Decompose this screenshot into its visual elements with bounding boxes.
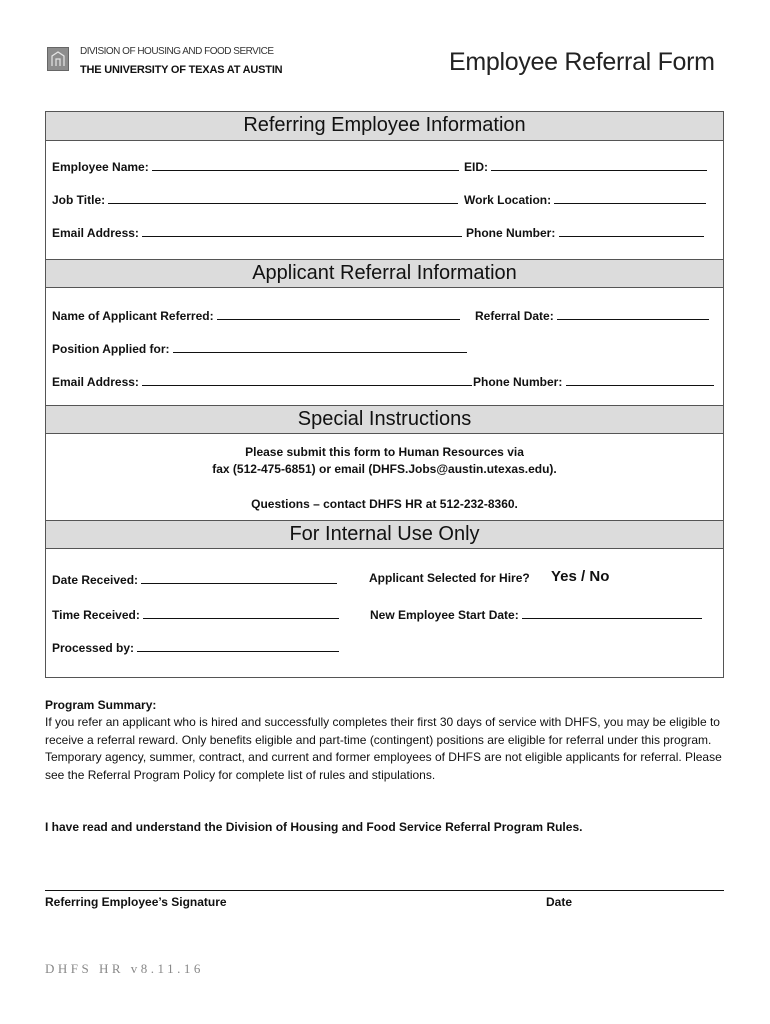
- program-summary-title: Program Summary:: [45, 698, 157, 712]
- start-date-label: New Employee Start Date:: [370, 608, 519, 622]
- date-received-line[interactable]: [141, 571, 337, 584]
- employee-name-field[interactable]: [52, 158, 459, 174]
- applicant-email-line[interactable]: [142, 373, 472, 386]
- referrer-email-line[interactable]: [142, 224, 462, 237]
- start-date-field[interactable]: [370, 606, 702, 622]
- signature-date-label: Date: [546, 895, 573, 909]
- program-summary-body: If you refer an applicant who is hired and successfully completes their first 30 days of service with DHFS, you may be eligible to receive a referral reward. Only benefits eligible and part-time (contingent) positions are eligible for referral under this program. Temporary agency, summer, contract, and current and former employees of DHFS are not eligible applicants for referral. Please see the Referral Program Policy for complete list of rules and stipulations.: [45, 715, 722, 782]
- start-date-line[interactable]: [522, 606, 702, 619]
- instructions-line-1: Please submit this form to Human Resources via: [245, 445, 524, 459]
- processed-by-line[interactable]: [137, 639, 339, 652]
- referral-date-label: Referral Date:: [475, 309, 554, 323]
- referrer-phone-field[interactable]: [466, 224, 704, 240]
- job-title-field[interactable]: [52, 191, 458, 207]
- instructions-line-3: Questions – contact DHFS HR at 512-232-8360.: [251, 497, 518, 511]
- form-title: Employee Referral Form: [449, 48, 715, 76]
- applicant-name-line[interactable]: [217, 307, 460, 320]
- date-received-field[interactable]: [52, 571, 337, 587]
- work-location-field[interactable]: [464, 191, 706, 207]
- time-received-line[interactable]: [143, 606, 339, 619]
- applicant-name-label: Name of Applicant Referred:: [52, 309, 214, 323]
- eid-line[interactable]: [491, 158, 707, 171]
- yes-no-choice[interactable]: Yes / No: [551, 568, 610, 585]
- date-received-label: Date Received:: [52, 573, 139, 587]
- referrer-email-label: Email Address:: [52, 226, 139, 240]
- employee-name-line[interactable]: [152, 158, 459, 171]
- section-heading-applicant: Applicant Referral Information: [46, 259, 723, 288]
- applicant-email-field[interactable]: [52, 373, 472, 389]
- time-received-field[interactable]: [52, 606, 339, 622]
- position-field[interactable]: [52, 340, 467, 356]
- job-title-label: Job Title:: [52, 193, 106, 207]
- section-heading-referring: Referring Employee Information: [46, 112, 723, 141]
- referral-date-field[interactable]: [475, 307, 709, 323]
- employee-name-label: Employee Name:: [52, 160, 149, 174]
- section-heading-instructions: Special Instructions: [46, 405, 723, 434]
- job-title-line[interactable]: [108, 191, 458, 204]
- acknowledgement-statement: I have read and understand the Division of Housing and Food Service Referral Program Rules.: [45, 820, 583, 834]
- applicant-phone-line[interactable]: [566, 373, 714, 386]
- org-name: DIVISION OF HOUSING AND FOOD SERVICE: [80, 46, 274, 57]
- position-label: Position Applied for:: [52, 342, 170, 356]
- signature-label: Referring Employee’s Signature: [45, 895, 227, 909]
- dhfs-logo: [47, 47, 69, 71]
- instructions-line-2: fax (512-475-6851) or email (DHFS.Jobs@austin.utexas.edu).: [212, 462, 557, 476]
- form-version: DHFS HR v8.11.16: [45, 961, 204, 976]
- eid-field[interactable]: [464, 158, 707, 174]
- processed-by-field[interactable]: [52, 639, 339, 655]
- referral-date-line[interactable]: [557, 307, 709, 320]
- time-received-label: Time Received:: [52, 608, 140, 622]
- applicant-email-label: Email Address:: [52, 375, 139, 389]
- university-name: THE UNIVERSITY OF TEXAS AT AUSTIN: [80, 64, 283, 76]
- applicant-phone-field[interactable]: [473, 373, 714, 389]
- position-line[interactable]: [173, 340, 467, 353]
- referrer-phone-label: Phone Number:: [466, 226, 556, 240]
- work-location-label: Work Location:: [464, 193, 552, 207]
- section-heading-internal: For Internal Use Only: [46, 520, 723, 549]
- form-panel: [45, 111, 724, 678]
- applicant-phone-label: Phone Number:: [473, 375, 563, 389]
- applicant-name-field[interactable]: [52, 307, 460, 323]
- referrer-email-field[interactable]: [52, 224, 462, 240]
- signature-line[interactable]: [45, 890, 724, 891]
- referrer-phone-line[interactable]: [559, 224, 704, 237]
- work-location-line[interactable]: [554, 191, 706, 204]
- processed-by-label: Processed by:: [52, 641, 135, 655]
- eid-label: EID:: [464, 160, 488, 174]
- selected-for-hire-label: Applicant Selected for Hire?: [369, 571, 530, 585]
